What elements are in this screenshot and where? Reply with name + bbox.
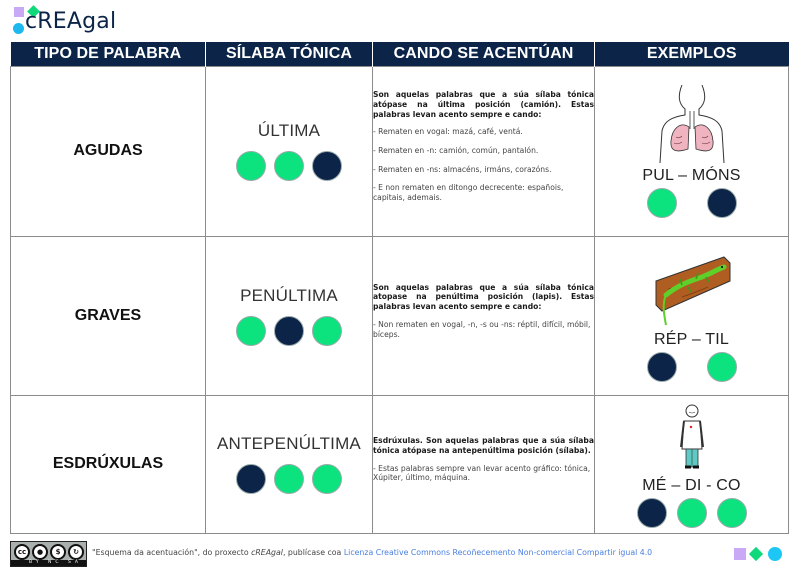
example-cell [595, 395, 789, 533]
word-type: AGUDAS [11, 66, 206, 236]
table-header-row [11, 42, 789, 66]
blue-circle-icon [13, 23, 24, 34]
unstressed-dot [312, 316, 342, 346]
syllable-cell [206, 236, 373, 395]
example-cell [595, 66, 789, 236]
header-when-accented: CANDO SE ACENTÚAN [373, 42, 595, 66]
example-word: MÉ – DI - CO [642, 476, 741, 494]
syllable-label: PENÚLTIMA [240, 285, 338, 305]
rule-item: - Rematen en -ns: almacéns, irmáns, corazóns. [373, 164, 552, 174]
syllable-dots [206, 316, 372, 346]
brand-shapes [734, 547, 790, 561]
cc-icon: cc [14, 544, 30, 560]
nc-icon: $ [50, 544, 66, 560]
stressed-dot [637, 498, 667, 528]
unstressed-dot [274, 151, 304, 181]
description-cell [373, 236, 595, 395]
unstressed-dot [236, 151, 266, 181]
syllable-label: ÚLTIMA [257, 121, 321, 140]
stressed-dot [647, 352, 677, 382]
table-row-graves [11, 236, 789, 395]
unstressed-dot [647, 188, 677, 218]
example-dots [595, 352, 788, 382]
creagal-logo [10, 3, 140, 39]
rule-item: - Non rematen en vogal, -n, -s ou -ns: réptil, difícil, móbil, bíceps. [373, 319, 591, 339]
green-diamond-icon [749, 547, 763, 561]
unstressed-dot [236, 316, 266, 346]
doctor-pictogram-icon [595, 401, 788, 473]
word-type: GRAVES [11, 236, 206, 395]
lungs-pictogram-icon [595, 85, 788, 163]
description-lead: Esdrúxulas. Son aquelas palabras que a súa sílaba tónica atópase na antepenúltima posición (sílaba). [373, 436, 594, 455]
description-cell [373, 66, 595, 236]
stressed-dot [312, 151, 342, 181]
license-link[interactable]: Licenza Creative Commons Recoñecemento Non-comercial Compartir igual 4.0 [343, 548, 653, 557]
accent-scheme-table [10, 42, 789, 534]
stressed-dot [274, 316, 304, 346]
purple-square-icon [14, 7, 24, 17]
word-type: ESDRÚXULAS [11, 395, 206, 533]
cc-license-badge[interactable] [10, 541, 87, 567]
example-dots [595, 188, 788, 218]
by-icon: ● [32, 544, 48, 560]
header-word-type: TIPO DE PALABRA [11, 42, 206, 66]
blue-circle-icon [768, 547, 782, 561]
unstressed-dot [717, 498, 747, 528]
syllable-dots [206, 464, 372, 494]
unstressed-dot [274, 464, 304, 494]
table-row-esdruxulas [11, 395, 789, 533]
table-row-agudas [11, 66, 789, 236]
description-cell [373, 395, 595, 533]
lizard-pictogram-icon [595, 249, 788, 327]
stressed-dot [707, 188, 737, 218]
rule-item: - Estas palabras sempre van levar acento gráfico: tónica, Xúpiter, último, máquina. [373, 463, 591, 483]
description-lead: Son aquelas palabras que a súa sílaba tónica atópase na última posición (camión). Estas palabras levan acento sempre e cando: [373, 90, 594, 119]
license-text-middle: , publícase coa [282, 548, 344, 557]
footer [10, 541, 790, 569]
syllable-cell [206, 66, 373, 236]
unstressed-dot [677, 498, 707, 528]
example-dots [595, 498, 788, 528]
sa-icon: ↻ [68, 544, 84, 560]
syllable-label: ANTEPENÚLTIMA [217, 434, 361, 453]
example-cell [595, 236, 789, 395]
brand-name: cREAgal [25, 9, 117, 34]
license-badge-labels: BY NC SA [11, 560, 86, 566]
example-word: RÉP – TIL [653, 331, 730, 348]
purple-square-icon [734, 548, 746, 560]
header-examples: EXEMPLOS [595, 42, 789, 66]
unstressed-dot [312, 464, 342, 494]
description-lead: Son aquelas palabras que a súa sílaba tónica atopase na penúltima posición (lapis). Estas palabras levan acento sempre e cando: [373, 282, 594, 312]
syllable-dots [206, 151, 372, 181]
example-word: PUL – MÓNS [642, 166, 741, 184]
rule-item: - Rematen en vogal: mazá, café, ventá. [373, 127, 523, 137]
rule-item: - E non rematen en ditongo decrecente: españois, capitais, ademais. [373, 183, 564, 203]
project-name: cREAgal [251, 548, 283, 557]
stressed-dot [236, 464, 266, 494]
header-stressed-syllable: SÍLABA TÓNICA [206, 42, 373, 66]
unstressed-dot [707, 352, 737, 382]
rule-item: - Rematen en -n: camión, común, pantalón. [373, 146, 539, 155]
syllable-cell [206, 395, 373, 533]
license-text [92, 548, 652, 557]
license-text-prefix: "Esquema da acentuación", do proxecto [92, 548, 252, 557]
